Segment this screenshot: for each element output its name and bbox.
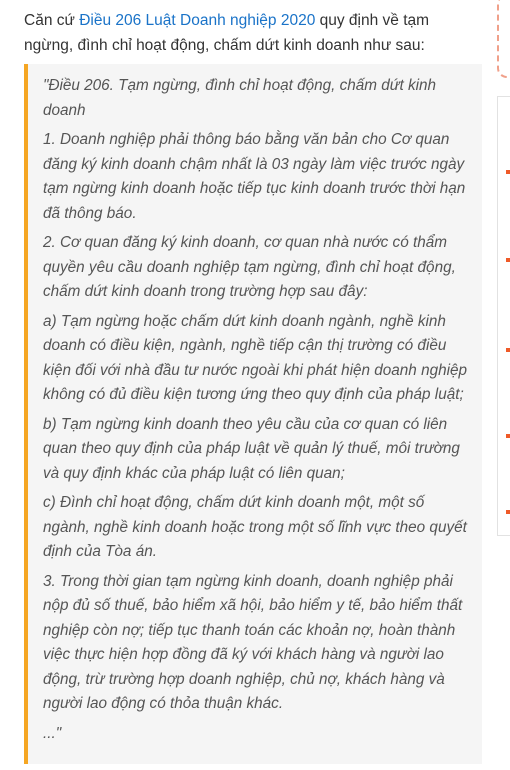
quote-clause-2b: b) Tạm ngừng kinh doanh theo yêu cầu của cơ quan có liên quan theo quy định của pháp luật về quản lý thuế, môi trường và quy định khác của pháp luật có liên quan; (43, 415, 460, 482)
law-article-link[interactable]: Điều 206 Luật Doanh nghiệp 2020 (79, 12, 316, 29)
sidebar-bullet-icon[interactable] (506, 258, 510, 262)
quote-ending: ..." (43, 724, 62, 742)
quote-clause-1: 1. Doanh nghiệp phải thông báo bằng văn bản cho Cơ quan đăng ký kinh doanh chậm nhất là 03 ngày làm việc trước ngày tạm ngừng kinh doanh hoặc tiếp tục kinh doanh trước thời hạn đã thông báo. (43, 131, 466, 222)
sidebar-bullet-icon[interactable] (506, 170, 510, 174)
law-quote-block (24, 64, 482, 764)
sidebar-toc-panel (497, 96, 510, 536)
sidebar-callout-box (497, 0, 510, 78)
intro-prefix: Căn cứ (24, 12, 80, 29)
intro-paragraph (24, 8, 464, 58)
sidebar-bullet-icon[interactable] (506, 510, 510, 514)
quote-clause-2a: a) Tạm ngừng hoặc chấm dứt kinh doanh ngành, nghề kinh doanh có điều kiện, ngành, nghề tiếp cận thị trường có điều kiện đối với nhà đầu tư nước ngoài khi phát hiện doanh nghiệp không có đủ điều kiện tương ứng theo quy định của pháp luật; (43, 312, 468, 403)
sidebar-bullet-icon[interactable] (506, 348, 510, 352)
quote-clause-2c: c) Đình chỉ hoạt động, chấm dứt kinh doanh một, một số ngành, nghề kinh doanh hoặc trong một số lĩnh vực theo quyết định của Tòa án. (43, 494, 467, 560)
quote-clause-2: 2. Cơ quan đăng ký kinh doanh, cơ quan nhà nước có thẩm quyền yêu cầu doanh nghiệp tạm ngừng, đình chỉ hoạt động, chấm dứt kinh doanh trong trường hợp sau đây: (43, 234, 456, 300)
sidebar-bullet-icon[interactable] (506, 434, 510, 438)
quote-clause-3: 3. Trong thời gian tạm ngừng kinh doanh, doanh nghiệp phải nộp đủ số thuế, bảo hiểm xã hội, bảo hiểm y tế, bảo hiểm thất nghiệp còn nợ; tiếp tục thanh toán các khoản nợ, hoàn thành việc thực hiện hợp đồng đã ký với khách hàng và người lao động, trừ trường hợp doanh nghiệp, chủ nợ, khách hàng và người lao động có thỏa thuận khác. (43, 572, 463, 712)
intro-suffix: quy định về tạm ngừng, đình chỉ hoạt động, chấm dứt kinh doanh như sau: (24, 12, 430, 54)
quote-title: "Điều 206. Tạm ngừng, đình chỉ hoạt động, chấm dứt kinh doanh (43, 77, 437, 119)
